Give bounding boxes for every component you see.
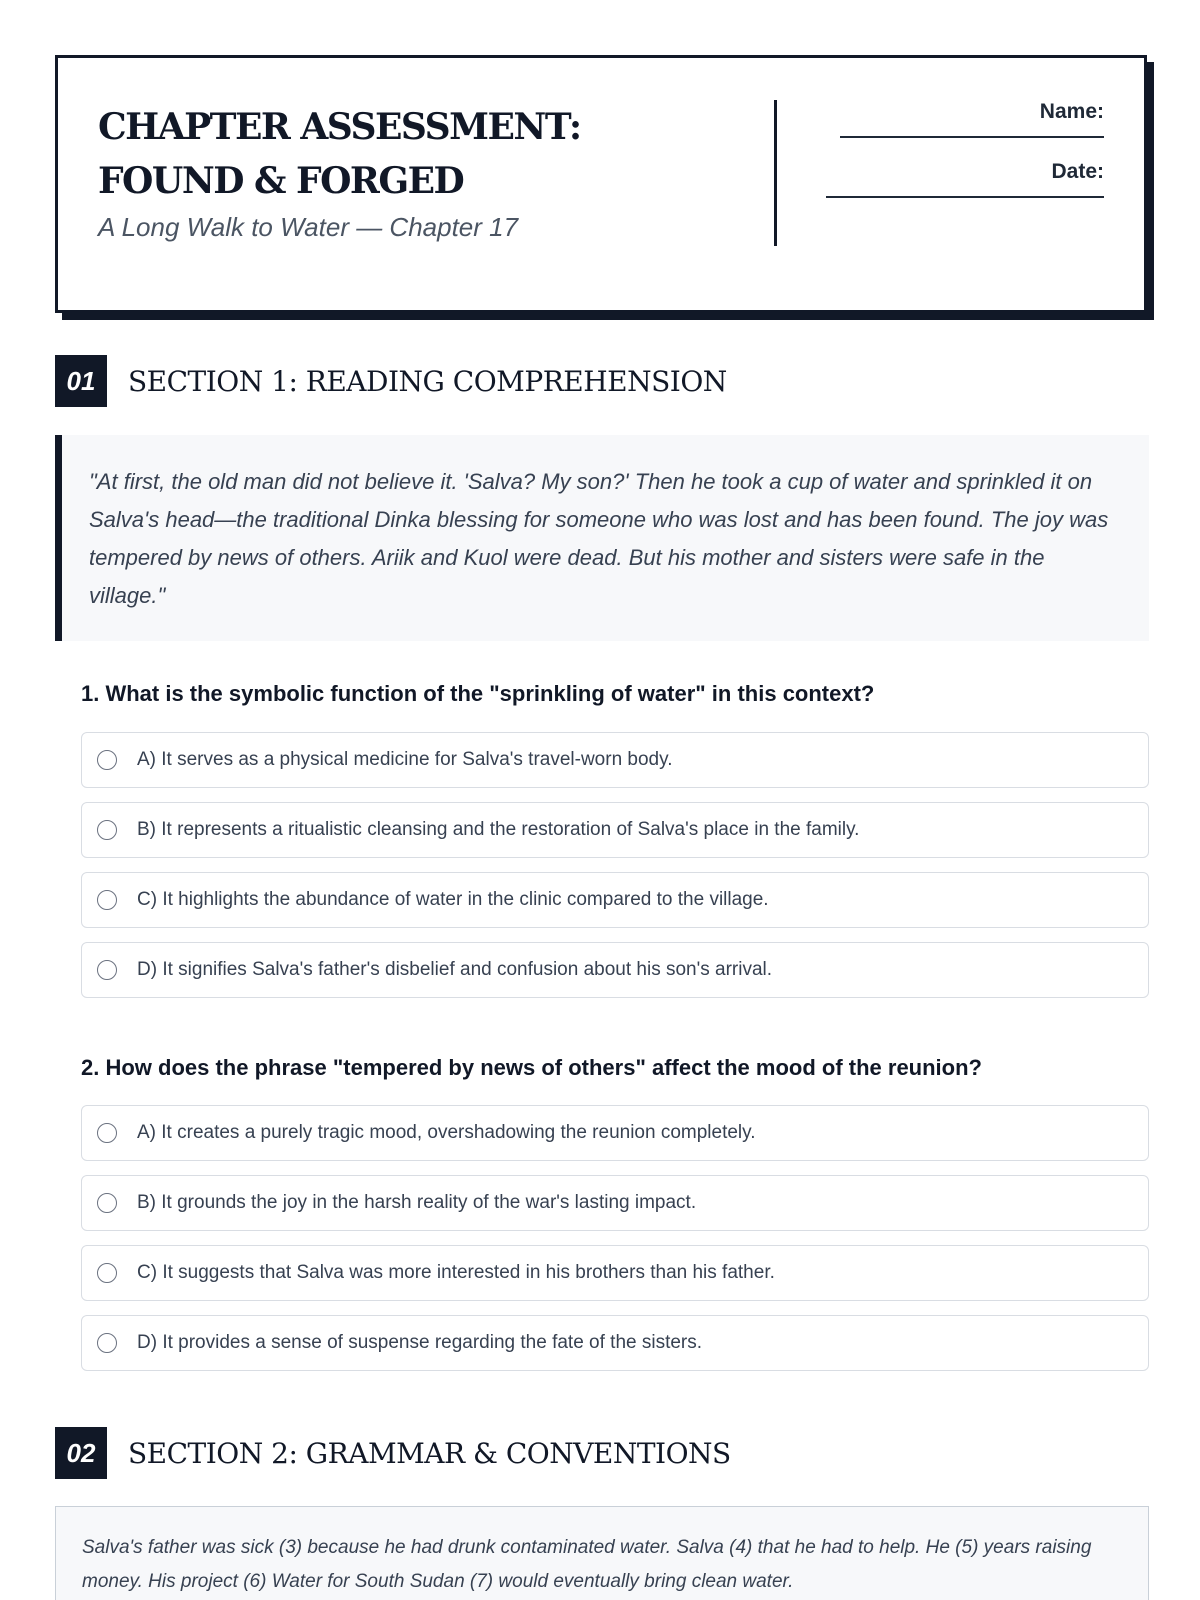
radio-icon[interactable]	[97, 1123, 117, 1143]
question-2: 2. How does the phrase "tempered by news of others" affect the mood of the reunion?	[81, 1055, 982, 1080]
question-1-option-d[interactable]	[81, 942, 1149, 998]
question-1-option-b[interactable]	[81, 802, 1149, 858]
option-label: A) It creates a purely tragic mood, overshadowing the reunion completely.	[137, 1122, 756, 1143]
radio-icon[interactable]	[97, 890, 117, 910]
date-field[interactable]	[826, 184, 1104, 198]
option-label: B) It represents a ritualistic cleansing and the restoration of Salva's place in the family.	[137, 819, 860, 840]
option-label: D) It provides a sense of suspense regarding the fate of the sisters.	[137, 1332, 703, 1353]
radio-icon[interactable]	[97, 960, 117, 980]
question-2-option-a[interactable]	[81, 1105, 1149, 1161]
reading-passage: "At first, the old man did not believe it. 'Salva? My son?' Then he took a cup of water and sprinkled it on Salva's head—the traditional Dinka blessing for someone who was lost and has been found. The joy was tempered by news of others. Ariik and Kuol were dead. But his mother and sisters were safe in the village."	[55, 435, 1149, 641]
option-label: B) It grounds the joy in the harsh reality of the war's lasting impact.	[137, 1192, 697, 1213]
section-2-heading	[55, 1427, 731, 1479]
section-1-number: 01	[55, 355, 107, 407]
radio-icon[interactable]	[97, 820, 117, 840]
radio-icon[interactable]	[97, 1263, 117, 1283]
question-1-option-c[interactable]	[81, 872, 1149, 928]
name-field[interactable]	[840, 124, 1104, 138]
option-label: D) It signifies Salva's father's disbelief and confusion about his son's arrival.	[137, 959, 773, 980]
radio-icon[interactable]	[97, 1193, 117, 1213]
question-2-option-b[interactable]	[81, 1175, 1149, 1231]
page-title: CHAPTER ASSESSMENT: FOUND & FORGED	[98, 106, 581, 202]
question-1: 1. What is the symbolic function of the "sprinkling of water" in this context?	[81, 681, 875, 706]
radio-icon[interactable]	[97, 1333, 117, 1353]
name-label: Name:	[1039, 100, 1104, 123]
header-card	[55, 55, 1147, 313]
question-2-option-d[interactable]	[81, 1315, 1149, 1371]
student-info	[804, 100, 1104, 198]
section-2-title: SECTION 2: GRAMMAR & CONVENTIONS	[128, 1436, 731, 1470]
option-label: C) It highlights the abundance of water in the clinic compared to the village.	[137, 889, 769, 910]
date-label: Date:	[1051, 160, 1104, 183]
question-1-option-a[interactable]	[81, 732, 1149, 788]
question-2-option-c[interactable]	[81, 1245, 1149, 1301]
grammar-passage: Salva's father was sick (3) because he had drunk contaminated water. Salva (4) that he had to help. He (5) years raising money. His project (6) Water for South Sudan (7) would eventually bring clean water.	[55, 1506, 1149, 1600]
section-1-title: SECTION 1: READING COMPREHENSION	[128, 364, 727, 398]
radio-icon[interactable]	[97, 750, 117, 770]
header-divider	[774, 100, 777, 246]
header-title-block	[98, 100, 728, 243]
option-label: C) It suggests that Salva was more interested in his brothers than his father.	[137, 1262, 775, 1283]
page-subtitle: A Long Walk to Water — Chapter 17	[98, 212, 519, 242]
option-label: A) It serves as a physical medicine for Salva's travel-worn body.	[137, 749, 673, 770]
section-2-number: 02	[55, 1427, 107, 1479]
section-1-heading	[55, 355, 727, 407]
